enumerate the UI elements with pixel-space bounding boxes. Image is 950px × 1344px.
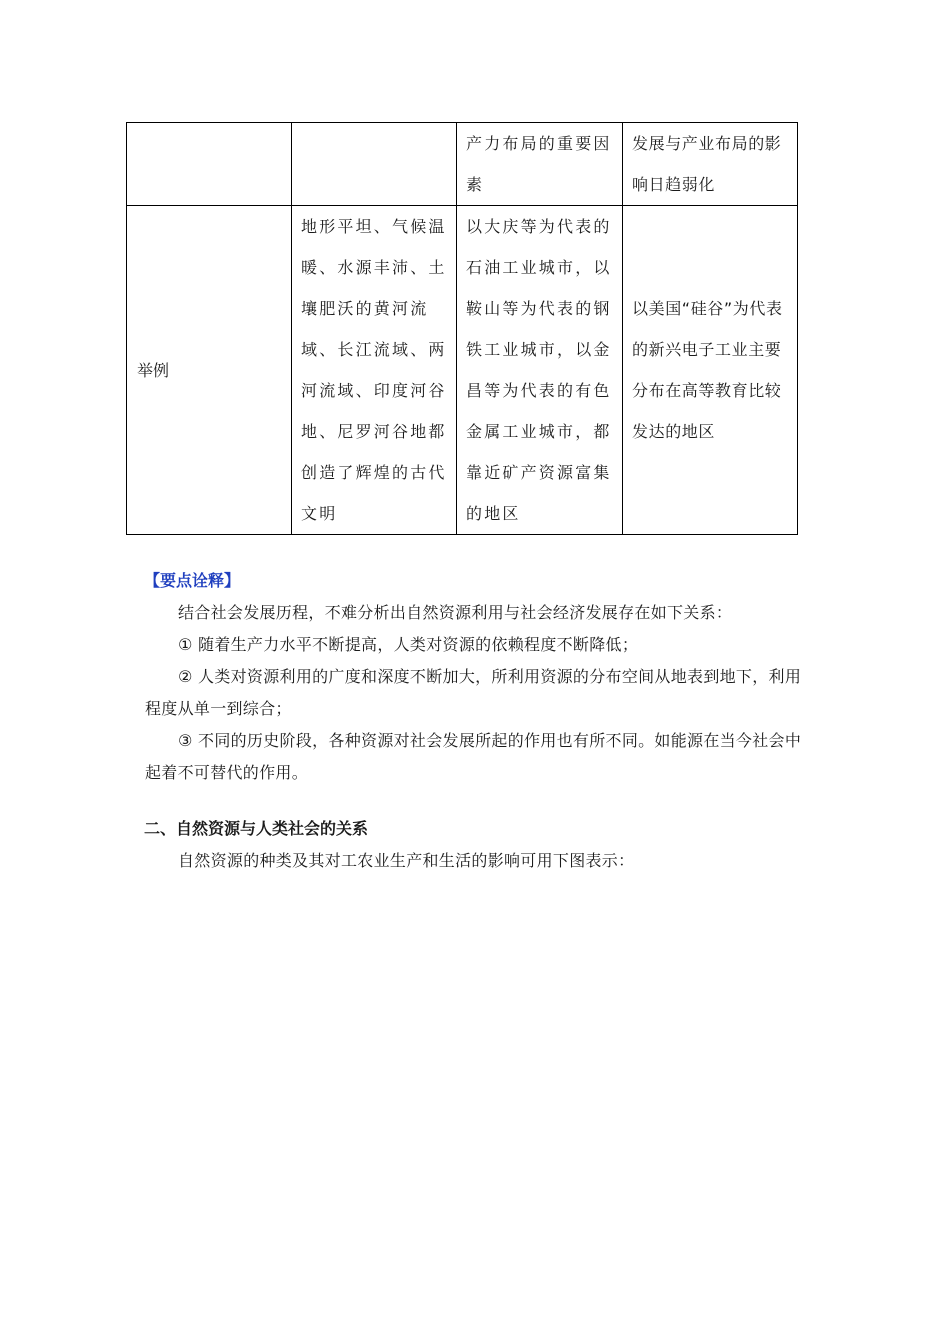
table-cell-col-b [292, 206, 457, 535]
cell-text: 产力布局的重要因素 [466, 134, 612, 194]
cell-text: 以美国“硅谷”为代表的新兴电子工业主要分布在高等教育比较发达的地区 [632, 299, 783, 441]
cell-text: 发展与产业布局的影响日趋弱化 [632, 134, 782, 194]
key-point-item-1: ① 随着生产力水平不断提高，人类对资源的依赖程度不断降低； [178, 635, 639, 654]
table-cell-col-d [623, 206, 798, 535]
table-cell-label-empty [127, 123, 292, 206]
table-cell-col-b-empty [292, 123, 457, 206]
cell-text: 地形平坦、气候温暖、水源丰沛、土壤肥沃的黄河流域、长江流域、两河流域、印度河谷地、尼罗河谷地都创造了辉煌的古代文明 [301, 217, 447, 523]
section-paragraph: 自然资源的种类及其对工农业生产和生活的影响可用下图表示： [178, 851, 635, 870]
section-heading: 二、自然资源与人类社会的关系 [144, 819, 369, 838]
key-point-item-3: ③ 不同的历史阶段，各种资源对社会发展所起的作用也有所不同。如能源在当今社会中起着不可替代的作用。 [145, 731, 802, 782]
table-row [127, 123, 798, 206]
table-cell-col-c [457, 123, 623, 206]
row-label: 举例 [137, 360, 170, 380]
cell-text: 以大庆等为代表的石油工业城市，以鞍山等为代表的钢铁工业城市，以金昌等为代表的有色金属工业城市，都靠近矿产资源富集的地区 [466, 217, 612, 523]
table-row [127, 206, 798, 535]
table-cell-col-c [457, 206, 623, 535]
table-cell-col-d [623, 123, 798, 206]
resource-comparison-table [126, 122, 798, 535]
key-points-tag: 【要点诠释】 [144, 571, 241, 590]
key-point-item-2: ② 人类对资源利用的广度和深度不断加大，所利用资源的分布空间从地表到地下，利用程度从单一到综合； [145, 667, 802, 718]
table-cell-row-label [127, 206, 292, 535]
key-points-intro: 结合社会发展历程，不难分析出自然资源利用与社会经济发展存在如下关系： [178, 603, 733, 622]
